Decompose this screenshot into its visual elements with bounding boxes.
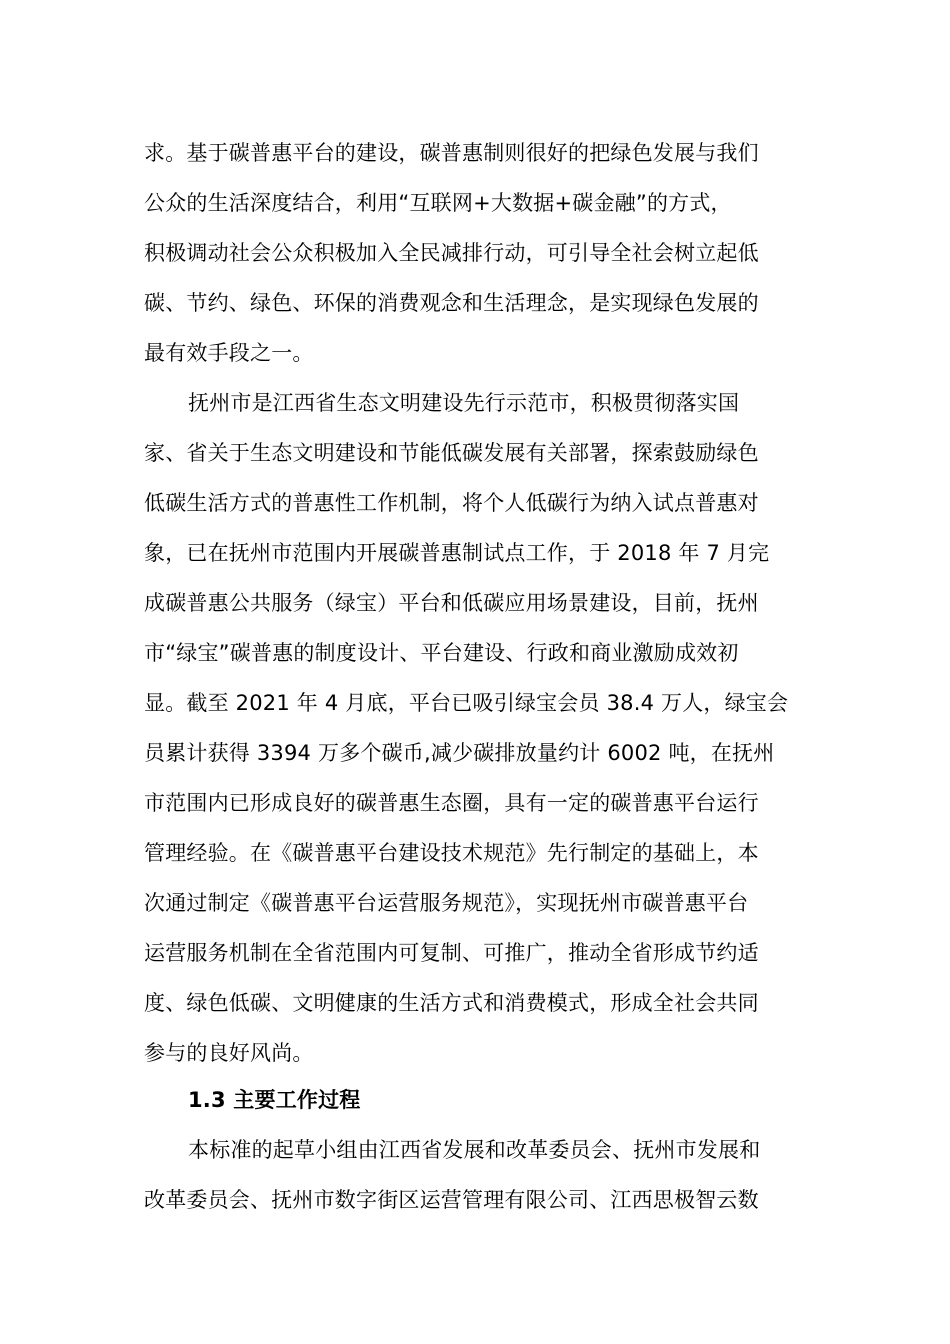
text-line: 最有效手段之一。 <box>144 341 314 365</box>
section-heading: 1.3 主要工作过程 <box>188 1088 361 1112</box>
paragraph-carbon-inclusion-benefits <box>144 128 808 378</box>
text-line: 参与的良好风尚。 <box>144 1041 314 1065</box>
paragraph-drafting-group <box>144 1125 808 1225</box>
text-line: 成碳普惠公共服务（绿宝）平台和低碳应用场景建设，目前，抚州 <box>144 591 759 615</box>
text-line: 度、绿色低碳、文明健康的生活方式和消费模式，形成全社会共同 <box>144 991 759 1015</box>
text-line: 抚州市是江西省生态文明建设先行示范市，积极贯彻落实国 <box>188 391 740 415</box>
text-line: 求。基于碳普惠平台的建设，碳普惠制则很好的把绿色发展与我们 <box>144 141 759 165</box>
text-line: 管理经验。在《碳普惠平台建设技术规范》先行制定的基础上，本 <box>144 841 759 865</box>
section-heading-block <box>144 1075 808 1125</box>
text-line: 显。截至 2021 年 4 月底，平台已吸引绿宝会员 38.4 万人，绿宝会 <box>144 691 789 715</box>
text-line: 象，已在抚州市范围内开展碳普惠制试点工作，于 2018 年 7 月完 <box>144 541 770 565</box>
text-line: 碳、节约、绿色、环保的消费观念和生活理念，是实现绿色发展的 <box>144 291 759 315</box>
text-line: 家、省关于生态文明建设和节能低碳发展有关部署，探索鼓励绿色 <box>144 441 759 465</box>
text-line: 市范围内已形成良好的碳普惠生态圈，具有一定的碳普惠平台运行 <box>144 791 759 815</box>
text-line: 运营服务机制在全省范围内可复制、可推广，推动全省形成节约适 <box>144 941 759 965</box>
text-line: 本标准的起草小组由江西省发展和改革委员会、抚州市发展和 <box>188 1138 761 1162</box>
text-line: 次通过制定《碳普惠平台运营服务规范》，实现抚州市碳普惠平台 <box>144 891 749 915</box>
text-line: 积极调动社会公众积极加入全民减排行动，可引导全社会树立起低 <box>144 241 759 265</box>
text-line: 改革委员会、抚州市数字街区运营管理有限公司、江西思极智云数 <box>144 1188 759 1212</box>
text-line: 公众的生活深度结合，利用“互联网+大数据+碳金融”的方式， <box>144 191 732 215</box>
text-line: 低碳生活方式的普惠性工作机制，将个人低碳行为纳入试点普惠对 <box>144 491 759 515</box>
paragraph-fuzhou-pilot <box>144 378 808 1078</box>
text-line: 市“绿宝”碳普惠的制度设计、平台建设、行政和商业激励成效初 <box>144 641 739 665</box>
text-line: 员累计获得 3394 万多个碳币,减少碳排放量约计 6002 吨，在抚州 <box>144 741 775 765</box>
